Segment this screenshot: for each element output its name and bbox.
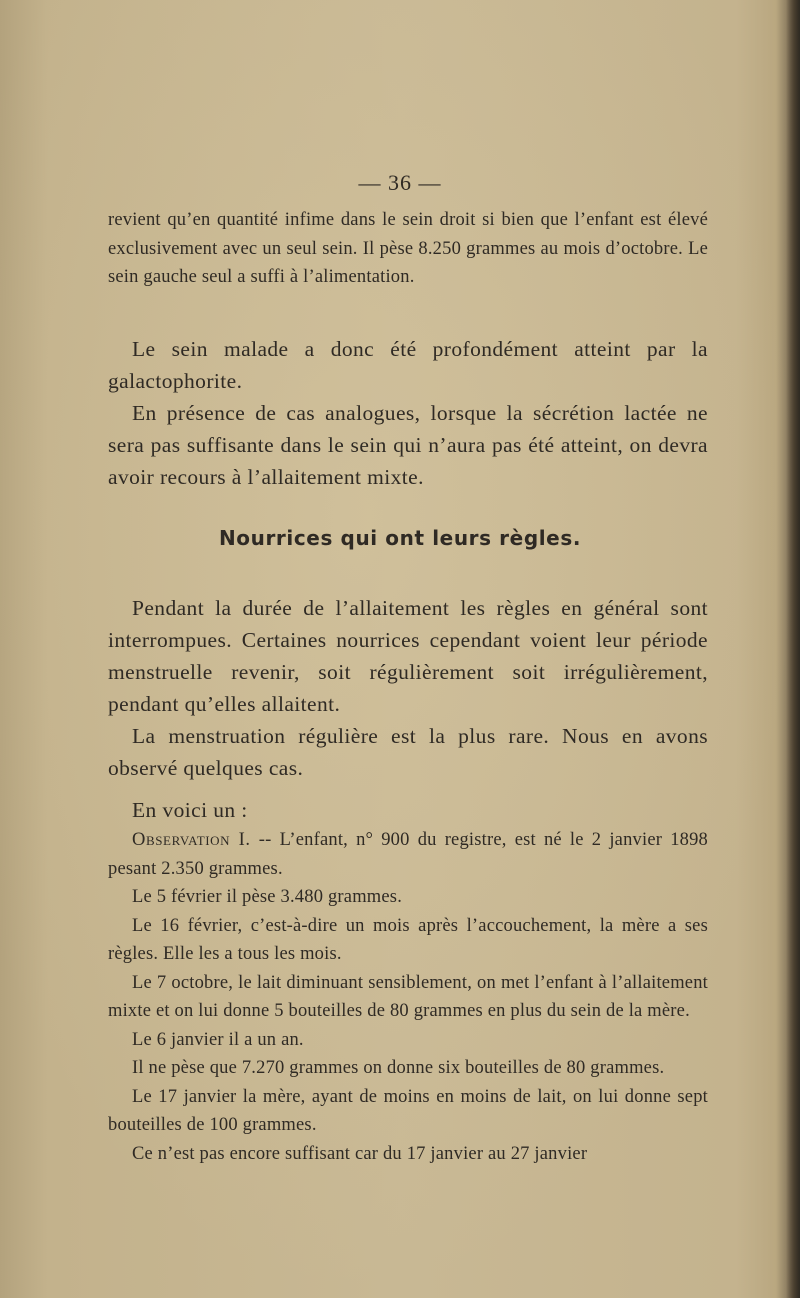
page-number: — 36 —: [358, 170, 442, 195]
observation-line-5-fevrier: Le 5 février il pèse 3.480 grammes.: [132, 887, 403, 907]
observation-line-6-janvier: Le 6 janvier il a un an.: [132, 1029, 304, 1050]
paragraph-allaitement-mixte: En présence de cas analogues, lorsque la sécrétion lactée ne sera pas suffisante dans le sein qui n’aura pas été atteint, on devra avoir recours à l’allaitement mixte.: [108, 401, 708, 489]
middle-paragraphs-block: [108, 592, 708, 826]
observation-paragraph: [108, 826, 708, 883]
page-edge-shadow: [786, 0, 800, 1298]
observation-label: Observation I.: [132, 830, 251, 850]
section-heading: Nourrices qui ont leurs règles.: [218, 526, 582, 550]
observation-line-7270-grammes: Il ne pèse que 7.270 grammes on donne six bouteilles de 80 grammes.: [132, 1058, 665, 1078]
paragraph-en-voici-un: En voici un :: [132, 798, 248, 822]
observation-line-7-octobre: Le 7 octobre, le lait diminuant sensiblement, on met l’enfant à l’allaitement mixte et on lui donne 5 bouteilles de 80 grammes en plus du sein de la mère.: [108, 972, 708, 1021]
observation-block: [108, 826, 708, 1168]
observation-line-27-janvier: Ce n’est pas encore suffisant car du 17 janvier au 27 janvier: [132, 1143, 588, 1164]
intro-paragraph-block: [108, 206, 708, 292]
observation-line-16-fevrier: Le 16 février, c’est-à-dire un mois après l’accouchement, la mère a ses règles. Elle les a tous les mois.: [108, 915, 708, 964]
top-paragraphs-block: [108, 333, 708, 493]
paragraph-regles: Pendant la durée de l’allaitement les règles en général sont interrompues. Certaines nourrices cependant voient leur période menstruelle revenir, soit régulièrement soit irrégulièrement, pendant qu’elles allaitent.: [108, 596, 708, 716]
paragraph-menstruation: La menstruation régulière est la plus rare. Nous en avons observé quelques cas.: [108, 724, 708, 780]
observation-text: -- L’enfant, n° 900 du registre, est né le 2 janvier 1898 pesant 2.350 grammes.: [108, 830, 708, 879]
intro-paragraph: revient qu’en quantité infime dans le sein droit si bien que l’enfant est élevé exclusivement avec un seul sein. Il pèse 8.250 grammes au mois d’octobre. Le sein gauche seul a suffi à l’alimentation.: [108, 210, 708, 287]
paragraph-galactophorite: Le sein malade a donc été profondément atteint par la galactophorite.: [108, 337, 708, 393]
observation-line-17-janvier: Le 17 janvier la mère, ayant de moins en moins de lait, on lui donne sept bouteilles de 100 grammes.: [108, 1086, 708, 1135]
